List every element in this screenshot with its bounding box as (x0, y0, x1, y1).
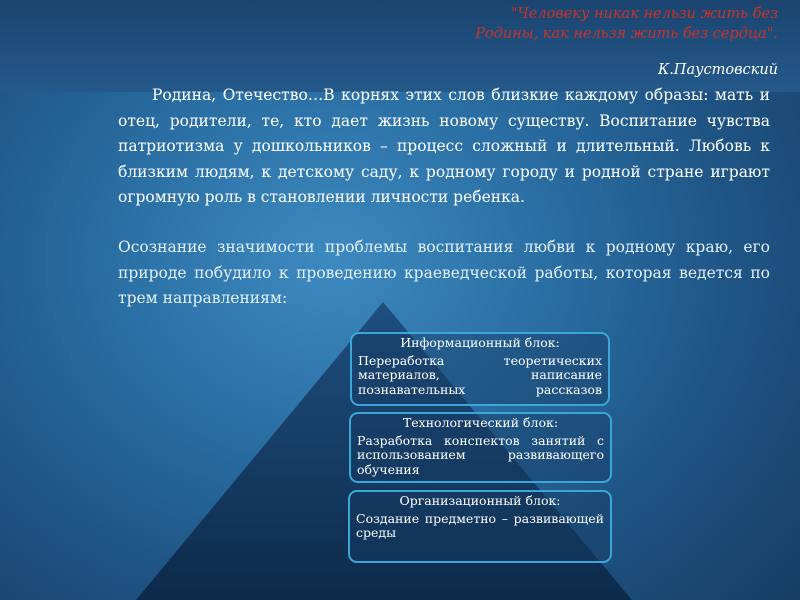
organization-block-body: Создание предметно – развивающей среды (356, 510, 604, 540)
technology-block-body: Разработка конспектов занятий с использованием развивающего обучения (357, 432, 604, 477)
directions-paragraph: Осознание значимости проблемы воспитания любви к родному краю, его природе побудило к проведению краеведческой работы, которая ведется по трем направлениям: (118, 238, 770, 307)
quote-line-2: Родины, как нельзя жить без сердца". (475, 26, 778, 42)
intro-paragraph: Родина, Отечество…В корнях этих слов близкие каждому образы: мать и отец, родители, те, кто дает жизнь новому существу. Воспитание чувства патриотизма у дошкольников – процесс сложный и длительный. Любовь к близким людям, к детскому саду, к родному городу и родной стране играют огромную роль в становлении личности ребенка. (118, 86, 770, 206)
information-block (350, 332, 610, 406)
information-block-body: Переработка теоретических материалов, написание познавательных рассказов (358, 352, 602, 397)
technology-block (349, 412, 612, 483)
information-block-title: Информационный блок: (400, 335, 560, 350)
technology-block-title: Технологический блок: (402, 415, 559, 430)
quote-line-1: "Человеку никак нельзи жить без (510, 6, 778, 22)
organization-block-title: Организационный блок: (399, 493, 561, 508)
organization-block (348, 490, 612, 563)
quote-author: К.Паустовский (657, 62, 778, 78)
